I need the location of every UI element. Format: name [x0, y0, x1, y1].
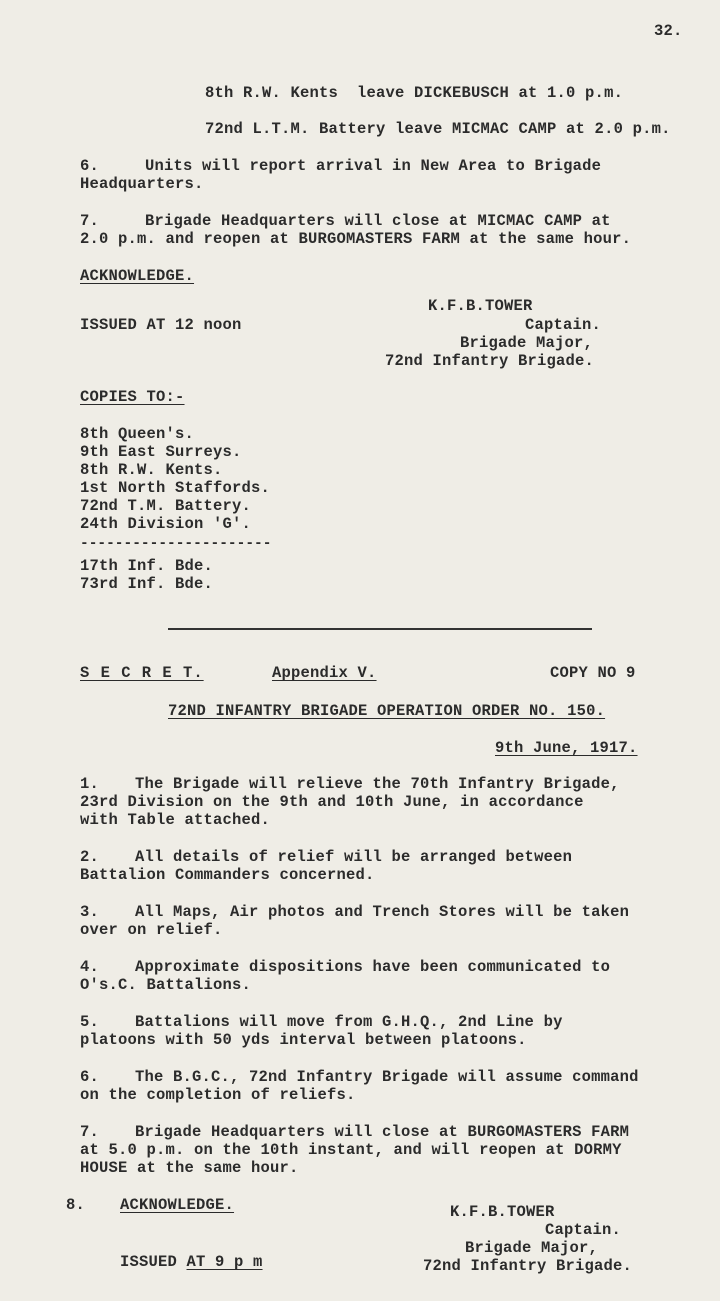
signature-unit: 72nd Infantry Brigade.: [385, 352, 595, 370]
signature-name: K.F.B.TOWER: [450, 1203, 555, 1221]
order-title: 72ND INFANTRY BRIGADE OPERATION ORDER NO. 150.: [168, 702, 606, 720]
paragraph-number: 5.: [80, 1013, 100, 1031]
copy-recipient: 72nd T.M. Battery.: [80, 497, 252, 515]
paragraph-line: with Table attached.: [80, 811, 271, 829]
acknowledge-label: ACKNOWLEDGE.: [80, 267, 195, 285]
secret-label: S E C R E T.: [80, 664, 204, 682]
paragraph-line: All details of relief will be arranged between: [135, 848, 573, 866]
paragraph-line: O's.C. Battalions.: [80, 976, 252, 994]
copies-divider: ----------------------: [80, 536, 272, 552]
copy-recipient: 73rd Inf. Bde.: [80, 575, 214, 593]
paragraph-number: 7.: [80, 1123, 100, 1141]
signature-rank: Captain.: [525, 316, 602, 334]
movement-line: 72nd L.T.M. Battery leave MICMAC CAMP at 2.0 p.m.: [205, 120, 671, 138]
paragraph-number: 8.: [66, 1196, 86, 1214]
paragraph-line: HOUSE at the same hour.: [80, 1159, 299, 1177]
copy-number: COPY NO 9: [550, 664, 636, 682]
acknowledge-label: ACKNOWLEDGE.: [120, 1196, 235, 1214]
signature-name: K.F.B.TOWER: [428, 297, 533, 315]
copy-recipient: 17th Inf. Bde.: [80, 557, 214, 575]
copy-recipient: 8th R.W. Kents.: [80, 461, 223, 479]
signature-role: Brigade Major,: [460, 334, 594, 352]
paragraph-line: The Brigade will relieve the 70th Infantry Brigade,: [135, 775, 620, 793]
issued-line: [120, 1253, 263, 1271]
paragraph-line: Brigade Headquarters will close at MICMAC CAMP at: [145, 212, 611, 230]
section-divider: [168, 628, 592, 630]
issued-time: AT 9 p m: [186, 1253, 263, 1271]
paragraph-number: 2.: [80, 848, 100, 866]
movement-line: 8th R.W. Kents leave DICKEBUSCH at 1.0 p.m.: [205, 84, 624, 102]
paragraph-line: Approximate dispositions have been communicated to: [135, 958, 611, 976]
paragraph-line: Headquarters.: [80, 175, 204, 193]
paragraph-number: 4.: [80, 958, 100, 976]
copy-recipient: 8th Queen's.: [80, 425, 195, 443]
paragraph-number: 1.: [80, 775, 100, 793]
paragraph-line: on the completion of reliefs.: [80, 1086, 356, 1104]
order-date: 9th June, 1917.: [495, 739, 638, 757]
issued-time: ISSUED AT 12 noon: [80, 316, 242, 334]
paragraph-number: 3.: [80, 903, 100, 921]
signature-unit: 72nd Infantry Brigade.: [423, 1257, 633, 1275]
paragraph-line: The B.G.C., 72nd Infantry Brigade will assume command: [135, 1068, 639, 1086]
appendix-label: Appendix V.: [272, 664, 377, 682]
paragraph-line: Brigade Headquarters will close at BURGOMASTERS FARM: [135, 1123, 630, 1141]
paragraph-line: platoons with 50 yds interval between platoons.: [80, 1031, 527, 1049]
copies-heading: COPIES TO:-: [80, 388, 185, 406]
paragraph-line: Battalion Commanders concerned.: [80, 866, 375, 884]
paragraph-number: 6.: [80, 157, 100, 175]
copy-recipient: 9th East Surreys.: [80, 443, 242, 461]
copy-recipient: 1st North Staffords.: [80, 479, 271, 497]
paragraph-line: All Maps, Air photos and Trench Stores will be taken: [135, 903, 630, 921]
paragraph-number: 6.: [80, 1068, 100, 1086]
signature-role: Brigade Major,: [465, 1239, 599, 1257]
issued-prefix: ISSUED: [120, 1253, 187, 1271]
copy-recipient: 24th Division 'G'.: [80, 515, 252, 533]
paragraph-line: over on relief.: [80, 921, 223, 939]
paragraph-line: Battalions will move from G.H.Q., 2nd Line by: [135, 1013, 563, 1031]
paragraph-line: Units will report arrival in New Area to Brigade: [145, 157, 602, 175]
signature-rank: Captain.: [545, 1221, 622, 1239]
paragraph-line: 23rd Division on the 9th and 10th June, in accordance: [80, 793, 584, 811]
paragraph-line: at 5.0 p.m. on the 10th instant, and will reopen at DORMY: [80, 1141, 622, 1159]
paragraph-line: 2.0 p.m. and reopen at BURGOMASTERS FARM at the same hour.: [80, 230, 632, 248]
page-number: 32.: [654, 22, 683, 40]
paragraph-number: 7.: [80, 212, 100, 230]
